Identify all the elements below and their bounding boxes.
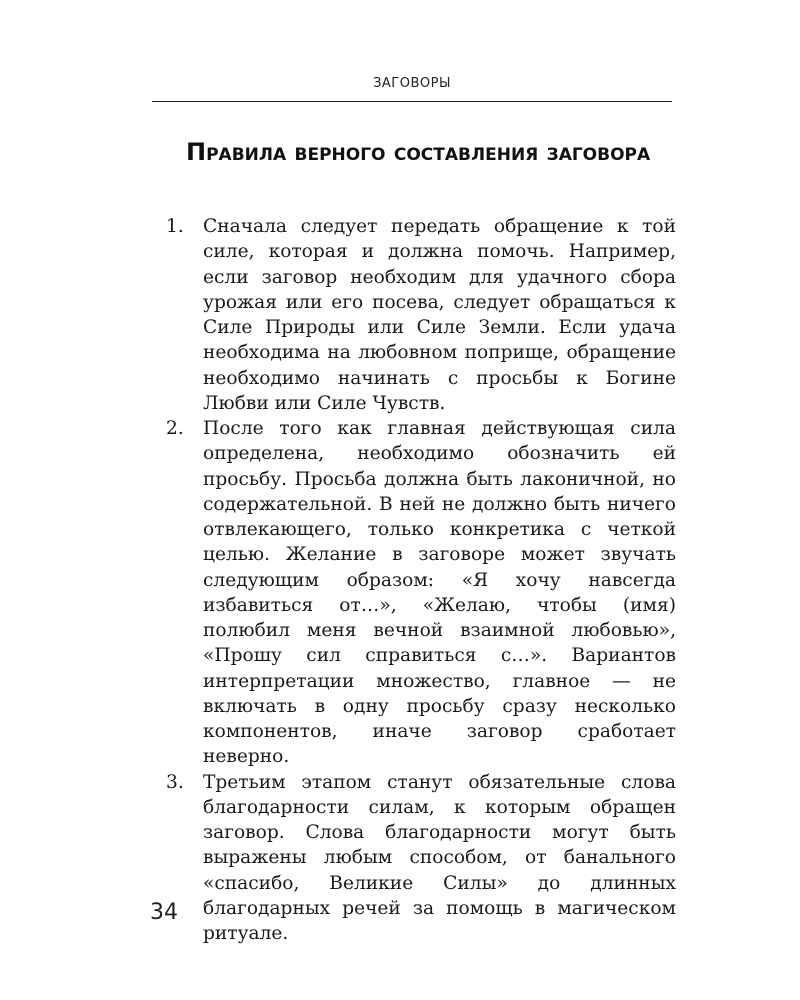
section-title: Правила верного составления заговора [186,138,651,166]
list-item-text: Третьим этапом станут обязательные слова благодарности силам, к которым обращен заговор. Слова благодарности могут быть выражены любым способом, от банального «спасибо, Великие Силы» до длинных благодарных речей за помощь в магическом ритуале. [203,771,676,944]
list-item-number: 3. [166,771,184,793]
running-header: ЗАГОВОРЫ [373,76,451,91]
list-item-text: После того как главная действующая сила определена, необходимо обозначить ей просьбу. Просьба должна быть лаконичной, но содержательной. В ней не должно быть ничего отвлекающего, только конкретика с четкой целью. Желание в заговоре может звучать следующим образом: «Я хочу навсегда избавиться от…», «Желаю, чтобы (имя) полюбил меня вечной взаимной любовью», «Прошу сил справиться с…». Вариантов интерпретации множество, главное — не включать в одну просьбу сразу несколько компонентов, иначе заговор сработает неверно. [203,418,676,768]
page-number: 34 [150,900,178,925]
list-item [166,770,676,947]
rules-list [166,214,676,946]
header-rule [152,101,672,102]
list-item-number: 2. [166,418,184,439]
list-item-text: Сначала следует передать обращение к той силе, которая и должна помочь. Например, если заговор необходим для удачного сбора урожая или его посева, следует обращаться к Силе Природы или Силе Земли. Если удача необходима на любовном поприще, обращение необходимо начинать с просьбы к Богине Любви или Силе Чувств. [203,216,676,414]
list-item [166,214,676,416]
list-item [166,416,676,770]
list-item-number: 1. [166,216,184,237]
